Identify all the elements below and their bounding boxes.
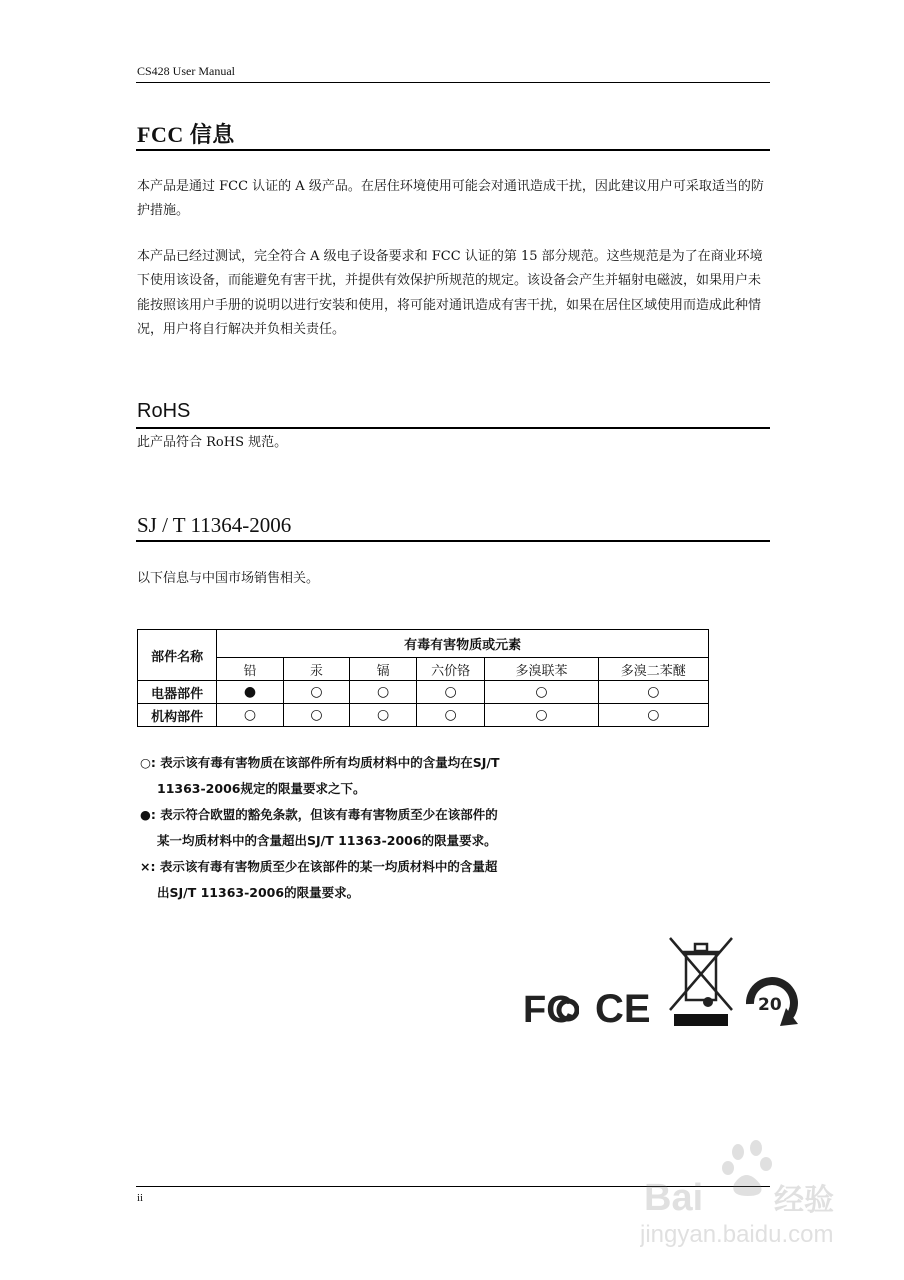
table-group-header: 有毒有害物质或元素 bbox=[217, 630, 709, 658]
table-row bbox=[138, 681, 709, 704]
sjt-intro: 以下信息与中国市场销售相关。 bbox=[137, 571, 320, 586]
epup-20-icon bbox=[742, 974, 802, 1028]
fcc-paragraph-2: 本产品已经过测试，完全符合 A 级电子设备要求和 FCC 认证的第 15 部分规范。这些规范是为了在商业环境下使用该设备，而能避免有害干扰，并提供有效保护所规范的规定。该设备会产生并辐射电磁波，如果用户未能按照该用户手册的说明以进行安装和使用，将可能对通讯造成有害干扰，如果在居住区域使用而造成此种情况，用户将自行解决并负相关责任。 bbox=[137, 249, 763, 337]
watermark-url: jingyan.baidu.com bbox=[640, 1221, 834, 1248]
table-cell: ○ bbox=[485, 704, 598, 727]
ce-mark-text: CE bbox=[595, 987, 651, 1028]
hazardous-substance-table bbox=[137, 629, 709, 727]
table-cell: ○ bbox=[283, 681, 350, 704]
running-header: CS428 User Manual bbox=[137, 64, 235, 78]
watermark-suffix: 经验 bbox=[774, 1183, 834, 1218]
note-circle-line-2: 11363-2006规定的限量要求之下。 bbox=[157, 781, 366, 796]
table-column-header: 多溴联苯 bbox=[485, 658, 598, 681]
epup-years: 20 bbox=[758, 995, 782, 1015]
table-row bbox=[138, 704, 709, 727]
note-circle-line-1: ○: 表示该有毒有害物质在该部件所有均质材料中的含量均在SJ/T bbox=[140, 755, 500, 770]
note-x-line-1: ×: 表示该有毒有害物质至少在该部件的某一均质材料中的含量超 bbox=[140, 859, 498, 874]
table-cell: ○ bbox=[416, 704, 485, 727]
page-number: ii bbox=[137, 1192, 144, 1204]
sjt-heading-rule bbox=[136, 540, 770, 542]
table-column-header: 六价铬 bbox=[416, 658, 485, 681]
note-dot-line-1: ●: 表示符合欧盟的豁免条款，但该有毒有害物质至少在该部件的 bbox=[140, 807, 498, 822]
fcc-heading: FCC 信息 bbox=[137, 122, 235, 147]
table-cell: ○ bbox=[350, 681, 417, 704]
table-cell: ○ bbox=[598, 681, 708, 704]
table-legend-notes bbox=[140, 750, 610, 906]
table-row-label: 电器部件 bbox=[138, 681, 217, 704]
table-cell: ○ bbox=[598, 704, 708, 727]
fcc-paragraph-1: 本产品是通过 FCC 认证的 A 级产品。在居住环境使用可能会对通讯造成干扰，因此建议用户可采取适当的防护措施。 bbox=[137, 179, 764, 219]
baidu-watermark bbox=[640, 1138, 860, 1258]
table-column-header: 铅 bbox=[217, 658, 284, 681]
weee-bin-icon bbox=[668, 936, 734, 1028]
table-cell: ● bbox=[217, 681, 284, 704]
table-column-header: 汞 bbox=[283, 658, 350, 681]
rohs-text: 此产品符合 RoHS 规范。 bbox=[137, 435, 288, 450]
header-rule bbox=[136, 82, 770, 83]
ce-mark-icon bbox=[595, 986, 651, 1028]
table-row-label: 机构部件 bbox=[138, 704, 217, 727]
fcc-logo-icon bbox=[523, 988, 579, 1028]
watermark-brand: Bai bbox=[644, 1177, 704, 1219]
table-cell: ○ bbox=[217, 704, 284, 727]
fcc-logo-text: FC bbox=[523, 989, 574, 1028]
table-column-header: 镉 bbox=[350, 658, 417, 681]
rohs-heading-rule bbox=[136, 427, 770, 429]
fcc-heading-rule bbox=[136, 149, 770, 151]
note-dot-line-2: 某一均质材料中的含量超出SJ/T 11363-2006的限量要求。 bbox=[157, 833, 497, 848]
rohs-heading: RoHS bbox=[137, 400, 191, 422]
table-cell: ○ bbox=[416, 681, 485, 704]
table-column-header: 多溴二苯醚 bbox=[598, 658, 708, 681]
table-cell: ○ bbox=[350, 704, 417, 727]
table-corner-header: 部件名称 bbox=[138, 630, 217, 681]
table-cell: ○ bbox=[485, 681, 598, 704]
sjt-heading: SJ / T 11364-2006 bbox=[137, 513, 292, 537]
note-x-line-2: 出SJ/T 11363-2006的限量要求。 bbox=[157, 885, 360, 900]
table-cell: ○ bbox=[283, 704, 350, 727]
